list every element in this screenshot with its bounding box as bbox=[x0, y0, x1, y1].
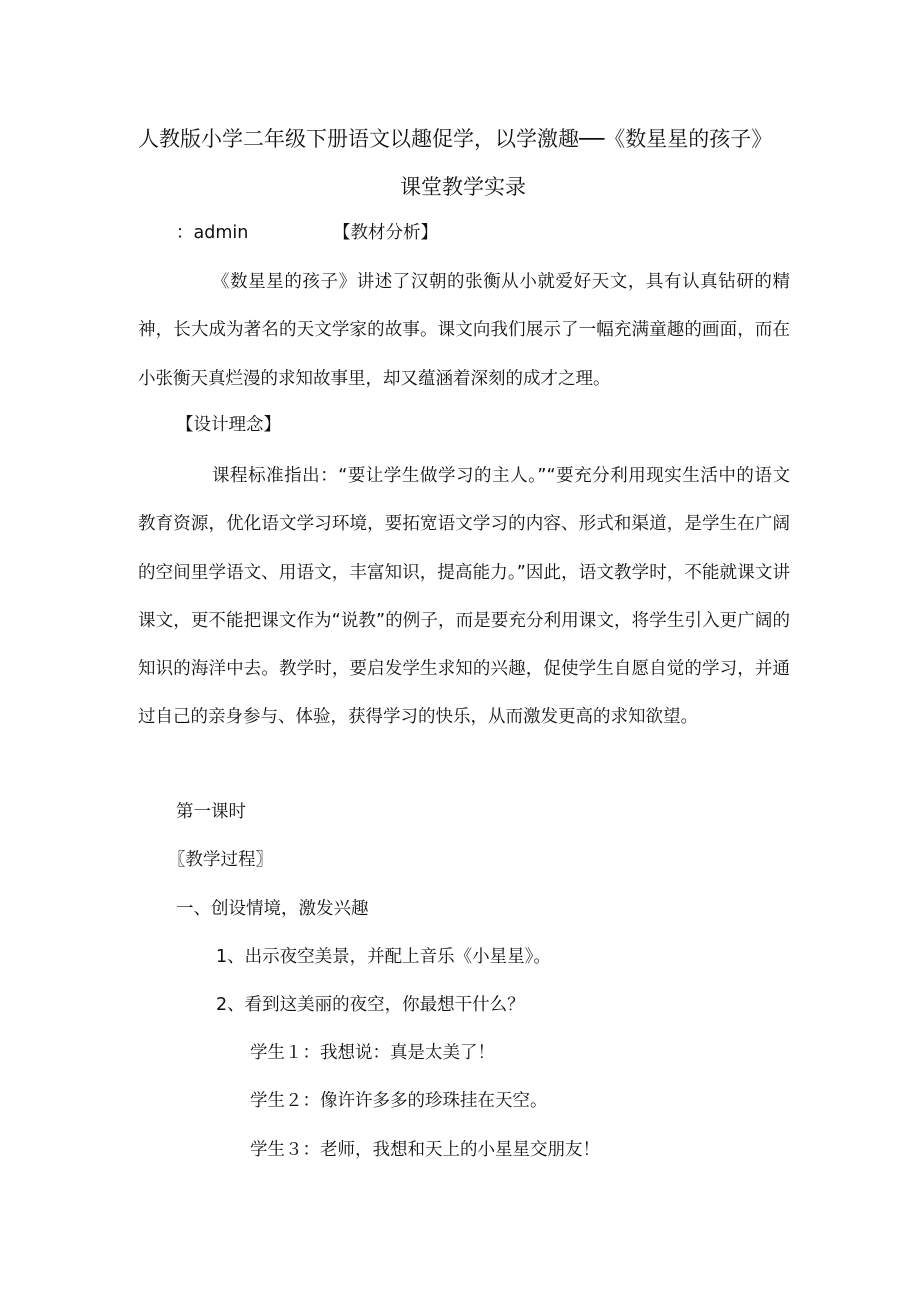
document-title-line-1: 人教版小学二年级下册语文以趣促学，以学激趣──《数星星的孩子》 bbox=[138, 127, 773, 151]
step-heading-1: 一、创设情境，激发兴趣 bbox=[176, 899, 369, 919]
document-title-line-2: 课堂教学实录 bbox=[400, 175, 526, 199]
student-response: 学生３：老师，我想和天上的小星星交朋友！ bbox=[250, 1140, 600, 1160]
design-paragraph: 课程标准指出：“要让学生做学习的主人。”“要充分利用现实生活中的语文教育资源，优化语文学习环境，要拓宽语文学习的内容、形式和渠道，是学生在广阔的空间里学语文、用语文，丰富知识，提高能力。”因此，语文教学时，不能就课文讲课文，更不能把课文作为“说教”的例子，而是要充分利用课文，将学生引入更广阔的知识的海洋中去。教学时，要启发学生求知的兴趣，促使学生自愿自觉的学习，并通过自己的亲身参与、体验，获得学习的快乐，从而激发更高的求知欲望。 bbox=[138, 466, 790, 728]
section-heading-design: 【设计理念】 bbox=[176, 415, 281, 435]
student-response: 学生２：像许许多多的珍珠挂在天空。 bbox=[250, 1091, 548, 1111]
author-line: ：admin bbox=[176, 223, 249, 243]
list-item: 1、出示夜空美景，并配上音乐《小星星》。 bbox=[216, 947, 551, 967]
analysis-paragraph: 《数星星的孩子》讲述了汉朝的张衡从小就爱好天文，具有认真钻研的精神，长大成为著名的天文学家的故事。课文向我们展示了一幅充满童趣的画面，而在小张衡天真烂漫的求知故事里，却又蕴涵着深刻的成才之理。 bbox=[138, 272, 790, 389]
process-heading: 〖教学过程〗 bbox=[168, 850, 273, 870]
student-response: 学生１：我想说：真是太美了！ bbox=[250, 1043, 495, 1063]
list-item: 2、看到这美丽的夜空，你最想干什么？ bbox=[216, 995, 525, 1015]
lesson-heading: 第一课时 bbox=[176, 802, 246, 822]
section-heading-analysis: 【教材分析】 bbox=[333, 223, 438, 243]
